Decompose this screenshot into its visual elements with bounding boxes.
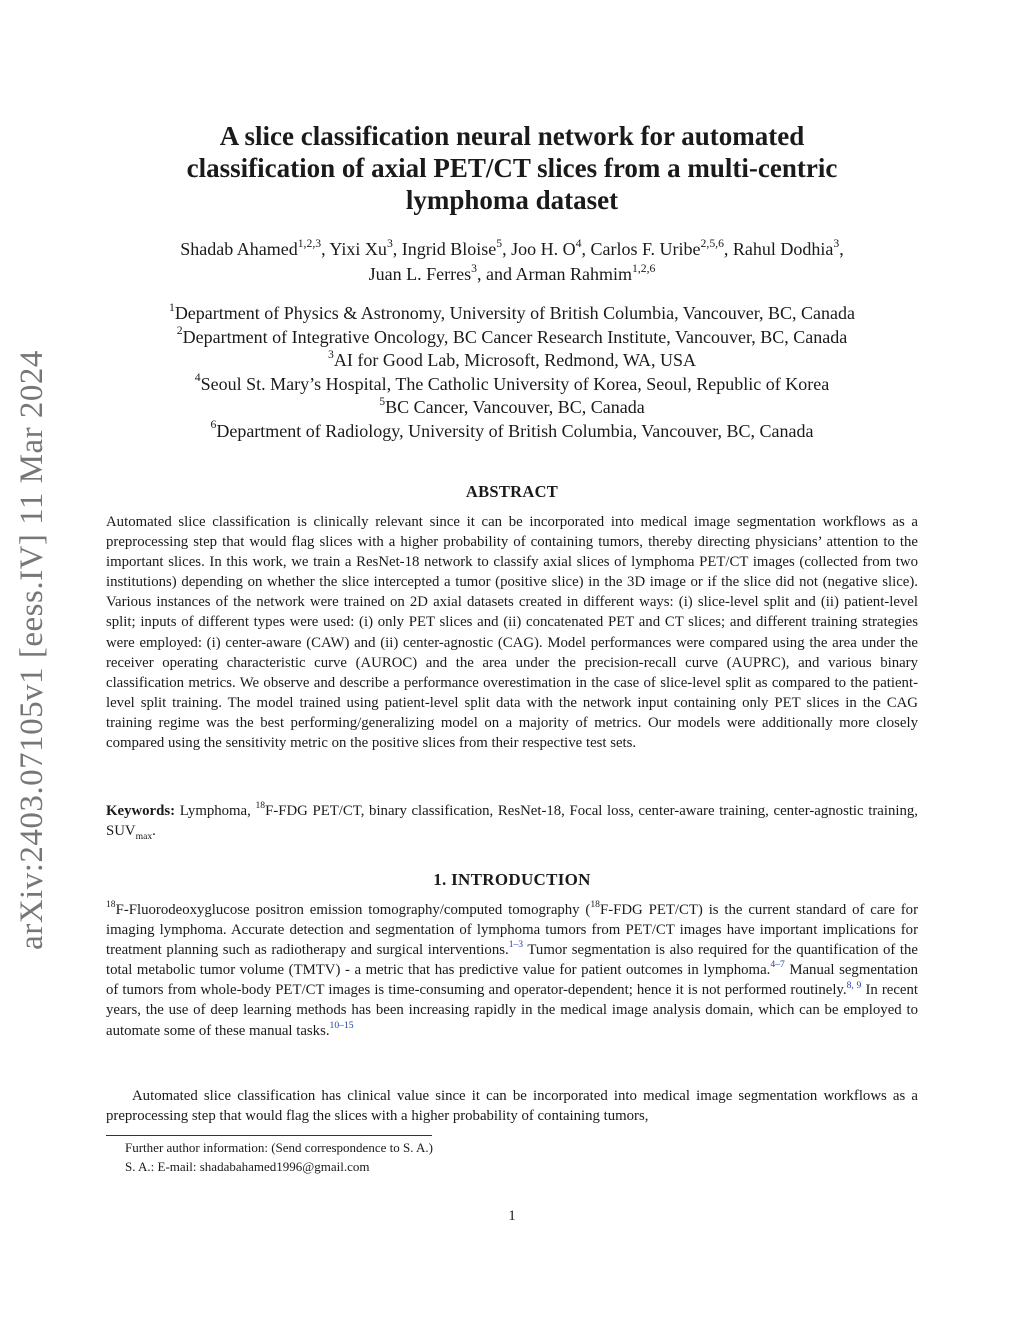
author: Yixi Xu$^3$,	[329, 236, 402, 259]
affiliation: $^4$Seoul St. Mary’s Hospital, The Catholic University of Korea, Seoul, Republic of Korea	[194, 371, 830, 394]
affiliation: $^5$BC Cancer, Vancouver, BC, Canada	[379, 394, 645, 417]
citation-link[interactable]: 10–15	[329, 1019, 354, 1031]
footnote: S. A.: E-mail: shadabahamed1996@gmail.com	[125, 1159, 370, 1174]
affiliation-list	[100, 302, 924, 443]
author: Shadab Ahamed$^{1,2,3}$,	[180, 236, 330, 259]
author: Joo H. $O^4$,	[511, 236, 591, 259]
arxiv-identifier: arXiv:2403.07105v1 [eess.IV] 11 Mar 2024	[14, 350, 50, 950]
affiliation: $^2$Department of Integrative Oncology, BC Cancer Research Institute, Vancouver, BC, Canada	[176, 324, 848, 347]
citation-link[interactable]: 8, 9	[846, 979, 862, 991]
title-line: A slice classification neural network for automated	[219, 121, 805, 151]
author-line	[100, 237, 924, 262]
introduction-paragraph: $^{18}$F-Fluorodeoxyglucose positron emission tomography/computed tomography ($^{18}$F-FDG PET/CT) is the current standard of care for imaging lymphoma. Accurate detection and segmentation of lymphoma tumors from PET/CT images have important implications for treatment planning such as radiotherapy and surgical interventions.$^{1-3}$ Tumor segmentation is also required for the quantification of the total metabolic tumor volume (TMTV) - a metric that has predictive value for patient outcomes in lymphoma.$^{4-7}$ Manual segmentation of tumors from whole-body PET/CT images is time-consuming and operator-dependent; hence it is not performed routinely.$^{8, 9}$ In recent years, the use of deep learning methods has been increasing rapidly in the medical image analysis domain, which can be employed to automate some of these manual tasks.$^{10-15}$	[106, 899, 918, 1039]
author: Juan L. Ferres$^3$, and	[368, 261, 516, 284]
keywords-label: Keywords:	[106, 803, 176, 819]
footnote: Further author information: (Send correspondence to S. A.)	[125, 1140, 433, 1155]
abstract-heading: ABSTRACT	[465, 482, 559, 501]
introduction-paragraph: Automated slice classification has clinical value since it can be incorporated into medical image segmentation workflows as a preprocessing step that would flag the slices with a higher probability of containing tumors,	[106, 1088, 918, 1125]
author-line	[100, 262, 924, 287]
affiliation: $^3$AI for Good Lab, Microsoft, Redmond, WA, USA	[328, 347, 696, 370]
footnotes	[125, 1138, 433, 1176]
affiliation: $^1$Department of Physics & Astronomy, University of British Columbia, Vancouver, BC, Canada	[168, 300, 856, 323]
affiliation: $^6$Department of Radiology, University of British Columbia, Vancouver, BC, Canada	[210, 418, 814, 441]
author: Rahul Dodhia$^3$,	[732, 236, 844, 259]
footnote-rule	[106, 1135, 432, 1136]
keywords: Keywords: Lymphoma, $^{18}$F-FDG PET/CT, binary classification, ResNet-18, Focal loss, center-aware training, center-agnostic training, $SUV_{max}$.	[106, 800, 918, 843]
title-line: lymphoma dataset	[405, 185, 619, 215]
author: Arman Rahmim$^{1,2,6}$	[515, 261, 656, 284]
paper-title	[110, 120, 914, 216]
author: Ingrid Bloise$^5$,	[401, 236, 512, 259]
author-list	[100, 237, 924, 287]
citation-link[interactable]: 4–7	[770, 959, 785, 971]
title-line: classification of axial PET/CT slices from a multi-centric	[186, 153, 838, 183]
abstract-body: Automated slice classification is clinically relevant since it can be incorporated into medical image segmentation workflows as a preprocessing step that would flag slices with a higher probability of containing tumors, thereby directing physicians’ attention to the important slices. In this work, we train a ResNet-18 network to classify axial slices of lymphoma PET/CT images (collected from two institutions) depending on whether the slice intercepted a tumor (positive slice) in the 3D image or if the slice did not (negative slice). Various instances of the network were trained on 2D axial datasets created in different ways: (i) slice-level split and (ii) patient-level split; inputs of different types were used: (i) only PET slices and (ii) concatenated PET and CT slices; and different training strategies were employed: (i) center-aware (CAW) and (ii) center-agnostic (CAG). Model performances were compared using the area under the receiver operating characteristic curve (AUROC) and the area under the precision-recall curve (AUPRC), and various binary classification metrics. We observe and describe a performance overestimation in the case of slice-level split as compared to the patient-level split training. The model trained using patient-level split data with the network input containing only PET slices in the CAG training regime was the best performing/generalizing model on a majority of metrics. Our models were additionally more closely compared using the sensitivity metric on the positive slices from their respective test sets.	[106, 514, 918, 752]
citation-link[interactable]: 1–3	[508, 939, 524, 951]
author: Carlos F. Uribe$^{2,5,6}$,	[590, 236, 733, 259]
section-heading-introduction: 1. INTRODUCTION	[433, 870, 591, 889]
page-number: 1	[508, 1208, 516, 1224]
